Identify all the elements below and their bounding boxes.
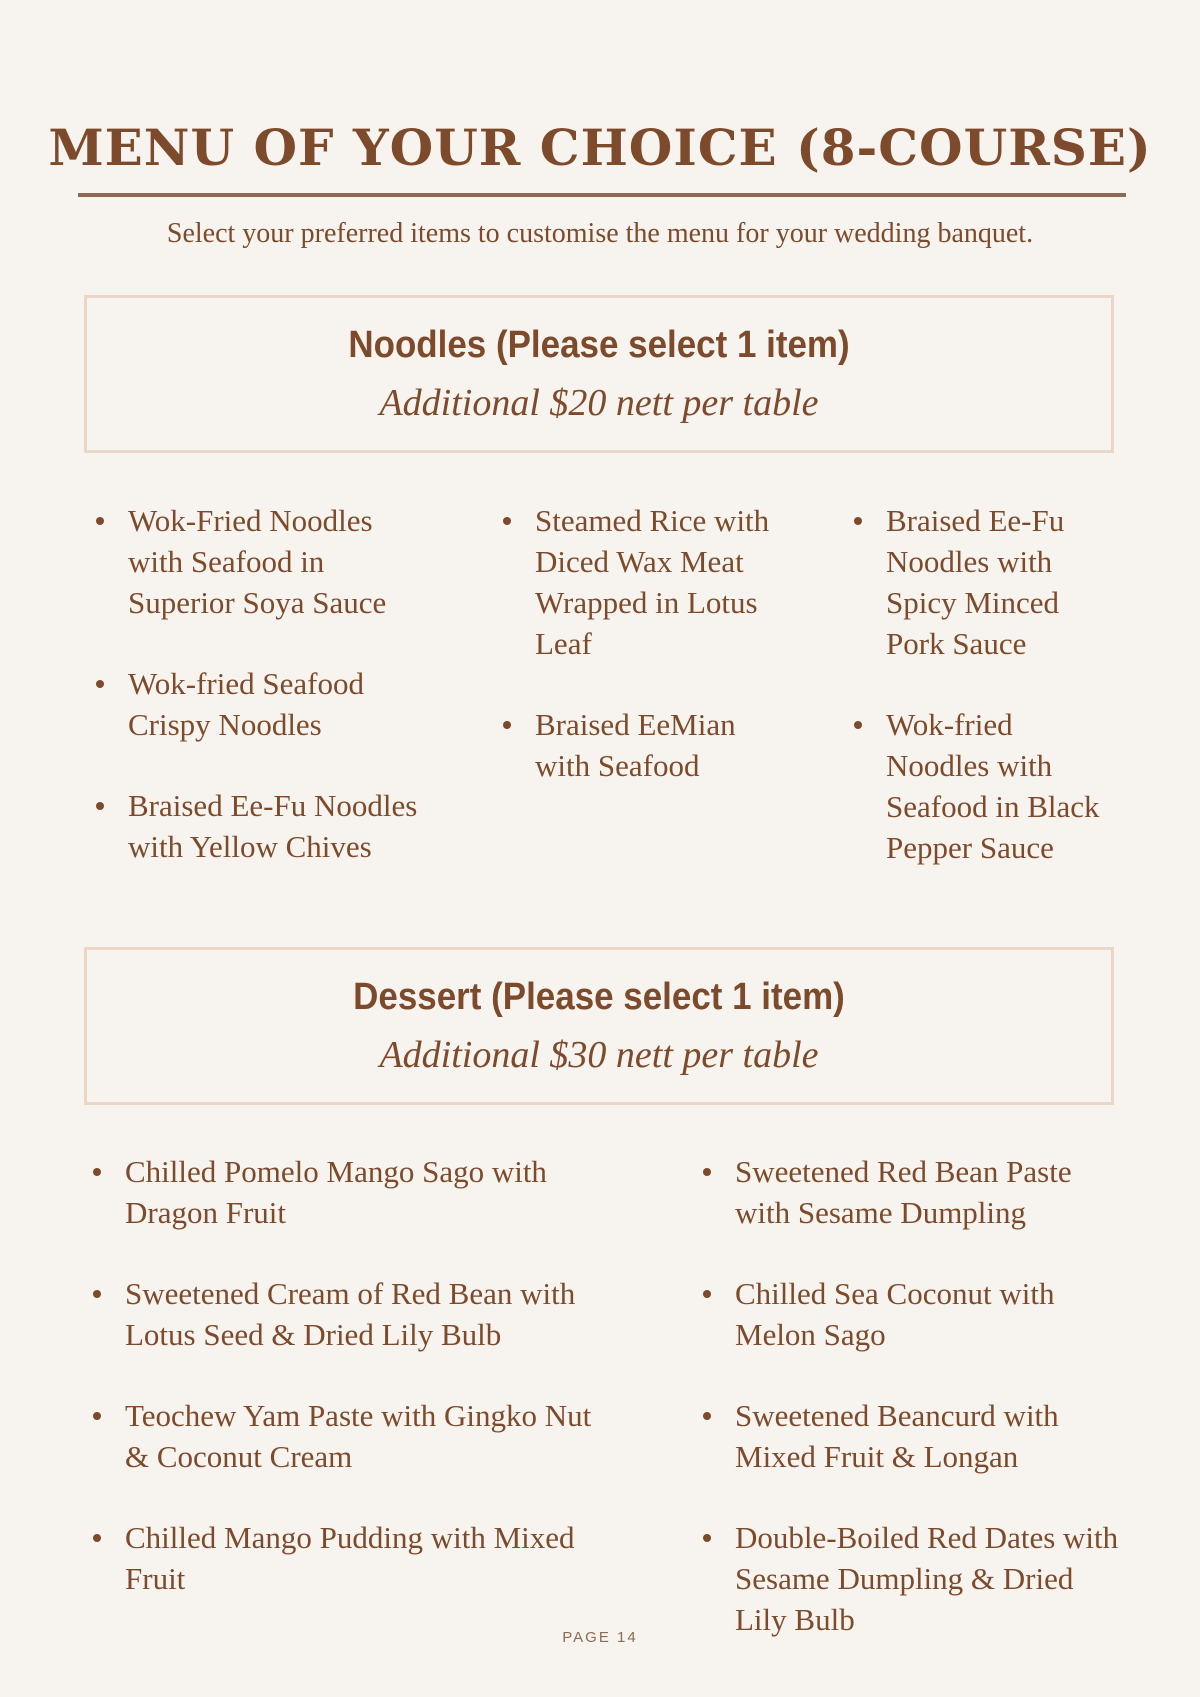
- noodles-item: Braised Ee-Fu Noodles with Spicy Minced Pork Sauce: [854, 500, 1116, 664]
- noodles-price-note: Additional $20 nett per table: [379, 382, 819, 424]
- noodles-title: Noodles (Please select 1 item): [348, 324, 850, 366]
- dessert-item: Chilled Pomelo Mango Sago with Dragon Fruit: [93, 1151, 618, 1233]
- dessert-item: Sweetened Red Bean Paste with Sesame Dumpling: [703, 1151, 1123, 1233]
- dessert-title: Dessert (Please select 1 item): [353, 976, 845, 1018]
- noodles-item: Braised Ee-Fu Noodles with Yellow Chives: [96, 785, 426, 867]
- noodles-item: Wok-Fried Noodles with Seafood in Superior Soya Sauce: [96, 500, 426, 623]
- noodles-column-2: [503, 500, 773, 826]
- dessert-column-2: [703, 1151, 1123, 1680]
- noodles-column-1: [96, 500, 426, 907]
- dessert-column-1: [93, 1151, 618, 1639]
- noodles-item: Braised EeMian with Seafood: [503, 704, 773, 786]
- page-subtitle: Select your preferred items to customise the menu for your wedding banquet.: [166, 218, 1034, 249]
- page-number: PAGE 14: [562, 1629, 638, 1646]
- dessert-item: Sweetened Cream of Red Bean with Lotus Seed & Dried Lily Bulb: [93, 1273, 618, 1355]
- noodles-item: Steamed Rice with Diced Wax Meat Wrapped in Lotus Leaf: [503, 500, 773, 664]
- dessert-item: Chilled Sea Coconut with Melon Sago: [703, 1273, 1123, 1355]
- dessert-header-box: [84, 947, 1114, 1105]
- title-divider: [78, 193, 1126, 197]
- dessert-item: Sweetened Beancurd with Mixed Fruit & Longan: [703, 1395, 1123, 1477]
- page-title: MENU OF YOUR CHOICE (8-COURSE): [48, 118, 1152, 177]
- noodles-column-3: [854, 500, 1116, 908]
- dessert-item: Double-Boiled Red Dates with Sesame Dumpling & Dried Lily Bulb: [703, 1517, 1123, 1640]
- noodles-header-box: [84, 295, 1114, 453]
- noodles-item: Wok-fried Noodles with Seafood in Black Pepper Sauce: [854, 704, 1116, 868]
- dessert-item: Chilled Mango Pudding with Mixed Fruit: [93, 1517, 618, 1599]
- noodles-item: Wok-fried Seafood Crispy Noodles: [96, 663, 426, 745]
- dessert-item: Teochew Yam Paste with Gingko Nut & Coconut Cream: [93, 1395, 618, 1477]
- dessert-price-note: Additional $30 nett per table: [379, 1034, 819, 1076]
